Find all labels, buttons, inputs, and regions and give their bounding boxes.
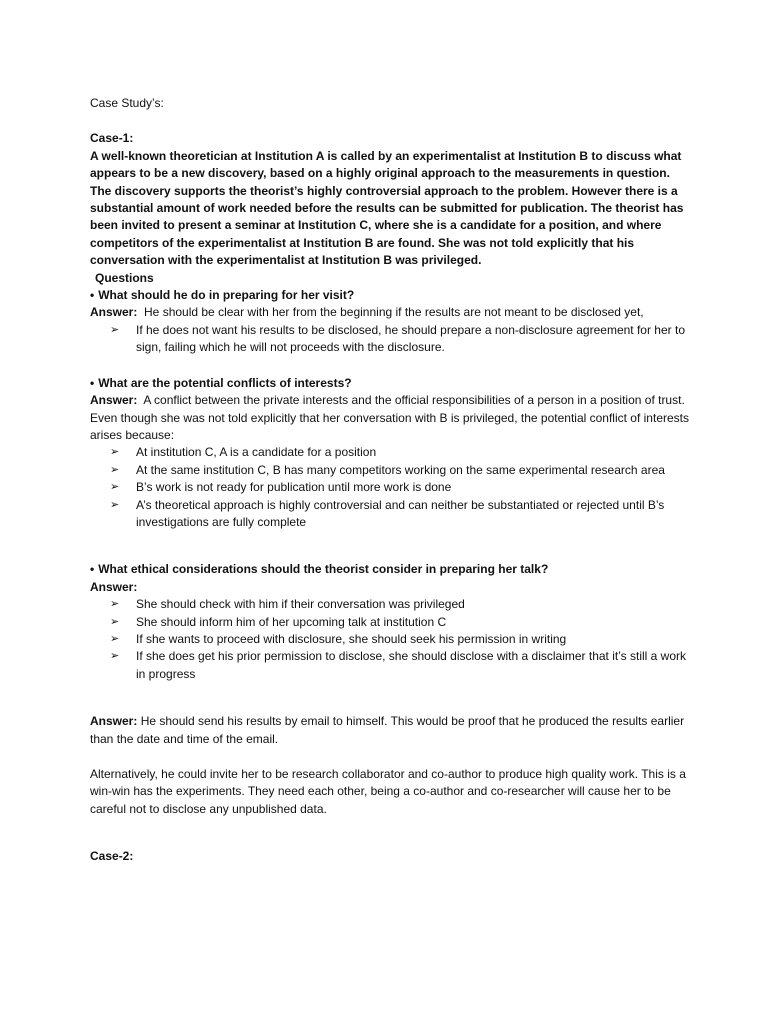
q3-answer-label: Answer: [90,579,138,594]
list-item: ➢ A’s theoretical approach is highly controversial and can neither be substantiated or rejected until B’s investigations are fully complete [110,497,665,529]
arrow-bullet-icon: ➢ [110,632,120,645]
arrow-bullet-icon: ➢ [110,323,120,336]
list-item: ➢ B’s work is not ready for publication until more work is done [136,479,690,496]
arrow-bullet-icon: ➢ [110,498,120,511]
arrow-bullet-icon: ➢ [110,463,120,476]
q2-points-list [90,444,690,531]
arrow-bullet-icon: ➢ [110,481,120,494]
q1-answer-text: He should be clear with her from the beginning if the results are not meant to be disclosed yet, [144,305,644,320]
case2-title: Case-2: [90,849,134,864]
q3-question [90,561,690,578]
q1-question [90,287,690,304]
page-heading: Case Study’s: [90,96,164,110]
list-item: ➢ She should inform him of her upcoming talk at institution C [136,614,690,631]
q2-extra: Even though she was not told explicitly that her conversation with B is privileged, the potential conflict of interests arises because: [90,410,689,442]
list-item: ➢ If she does get his prior permission to disclose, she should disclose with a disclaimer that it’s still a work in progress [110,649,687,681]
q1-question-text: What should he do in preparing for her visit? [98,288,355,303]
q2-answer [90,392,690,409]
list-item: ➢ She should check with him if their conversation was privileged [136,596,690,613]
arrow-bullet-icon: ➢ [110,615,120,628]
q1-points-list [90,322,690,357]
final-answer-label: Answer: [90,714,138,729]
arrow-bullet-icon: ➢ [110,446,120,459]
q2-answer-label: Answer: [90,393,138,408]
q1-answer [90,304,690,321]
list-item: ➢ If she wants to proceed with disclosure, she should seek his permission in writing [136,631,690,648]
q2-question-text: What are the potential conflicts of interests? [98,375,352,390]
case1-title: Case-1: [90,131,134,146]
list-item: ➢ At institution C, A is a candidate for a position [136,444,690,461]
q1-answer-label: Answer: [90,305,138,320]
arrow-bullet-icon: ➢ [110,650,120,663]
final-answer-text: He should send his results by email to himself. This would be proof that he produced the results earlier than the date and time of the email. [90,714,685,746]
final-alternative: Alternatively, he could invite her to be research collaborator and co-author to produce high quality work. This is a win-win has the experiments. They need each other, being a co-author and co-researcher will cause her to be careful not to disclose any unpublished data. [90,767,686,816]
q3-points-list [90,596,690,683]
q3-question-text: What ethical considerations should the theorist consider in preparing her talk? [98,562,549,577]
final-answer [90,713,690,748]
list-item: ➢ If he does not want his results to be disclosed, he should prepare a non-disclosure agreement for her to sign, failing which he will not proceeds with the disclosure. [110,322,685,355]
bullet-icon: • [90,288,95,303]
q2-question [90,375,690,392]
bullet-icon: • [90,562,95,577]
questions-label: Questions [95,270,154,285]
list-item: ➢ At the same institution C, B has many competitors working on the same experimental research area [136,462,690,479]
arrow-bullet-icon: ➢ [110,598,120,611]
q2-answer-text: A conflict between the private interests and the official responsibilities of a person in a position of trust. [143,393,685,408]
document-page [90,95,690,866]
bullet-icon: • [90,375,95,390]
case1-scenario: A well-known theoretician at Institution A is called by an experimentalist at Institution B to discuss what appears to be a new discovery, based on a highly original approach to the measurements in question. The discovery supports the theorist’s highly controversial approach to the problem. However there is a substantial amount of work needed before the results can be submitted for publication. The theorist has been invited to present a seminar at Institution C, where she is a candidate for a position, and where competitors of the experimentalist at Institution B are found. She was not told explicitly that his conversation with the experimentalist at Institution B was privileged. [90,148,684,268]
